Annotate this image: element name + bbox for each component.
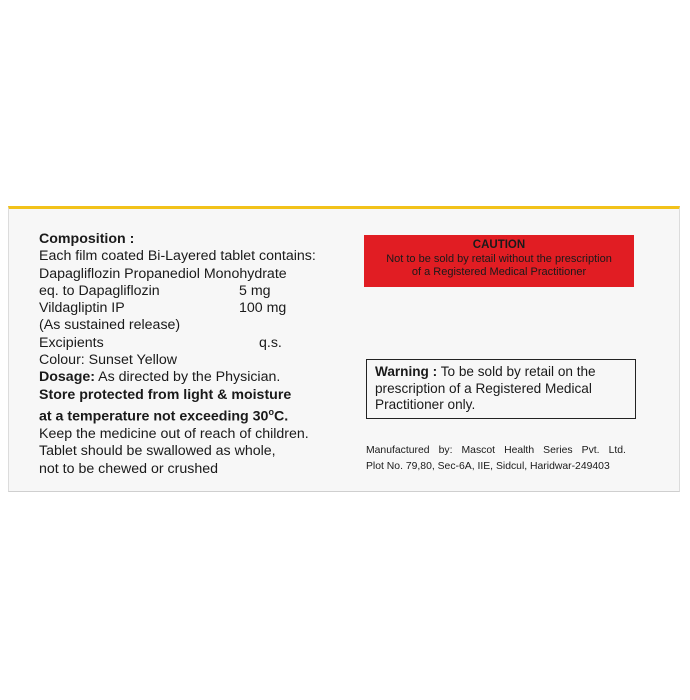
- warning-box: [366, 359, 636, 419]
- excipients-amount: q.s.: [259, 334, 282, 351]
- manufacturer-info: [366, 443, 626, 475]
- caution-line-2: of a Registered Medical Practitioner: [411, 266, 587, 278]
- ingredient-amount: 5 mg: [239, 282, 271, 299]
- degree-mark: o: [268, 406, 274, 417]
- caution-line-1: Not to be sold by retail without the prescription: [386, 252, 612, 265]
- ingredient-row-vildagliptin: [39, 300, 339, 317]
- dosage-text: As directed by the Physician.: [94, 369, 281, 386]
- caution-title: CAUTION: [472, 239, 526, 251]
- swallow-line-1: Tablet should be swallowed as whole,: [39, 443, 276, 460]
- mfg-word: Series: [543, 445, 573, 456]
- mfg-word: by:: [438, 445, 453, 456]
- mfg-word: Health: [504, 445, 535, 456]
- manufacturer-line-1: [366, 443, 626, 459]
- swallow-line-2: not to be chewed or crushed: [39, 460, 219, 477]
- composition-block: [39, 231, 339, 478]
- ingredient-row-dapagliflozin: [39, 283, 339, 300]
- composition-line-1: Each film coated Bi-Layered tablet contains:: [39, 248, 316, 265]
- storage-line-2: [39, 404, 339, 426]
- caution-box: [364, 235, 634, 287]
- excipients-row: [39, 335, 339, 352]
- mfg-word: Pvt.: [581, 445, 600, 456]
- keep-out-of-reach: Keep the medicine out of reach of children.: [39, 426, 309, 442]
- warning-label: Warning :: [375, 364, 438, 379]
- mfg-word: Manufactured: [366, 445, 430, 456]
- sustained-release-note: (As sustained release): [39, 317, 181, 334]
- warning-text: To be sold by retail on the prescription of a Registered Medical Practitioner only.: [375, 364, 596, 412]
- excipients-name: Excipients: [39, 334, 104, 351]
- colour-line: Colour: Sunset Yellow: [39, 352, 178, 369]
- storage-text: at a temperature not exceeding 30: [39, 408, 269, 425]
- mfg-word: Mascot: [461, 445, 496, 456]
- composition-heading: Composition :: [39, 231, 135, 247]
- ingredient-amount: 100 mg: [239, 300, 287, 317]
- manufacturer-address: Plot No. 79,80, Sec-6A, IIE, Sidcul, Haridwar-249403: [366, 461, 610, 472]
- storage-unit: C.: [273, 408, 289, 425]
- ingredient-name: Vildagliptin IP: [39, 300, 125, 317]
- composition-line-2: Dapagliflozin Propanediol Monohydrate: [39, 265, 287, 282]
- carton-label-panel: [8, 206, 680, 492]
- dosage-line: [39, 369, 339, 386]
- storage-line-1: Store protected from light & moisture: [39, 386, 292, 403]
- ingredient-name: eq. to Dapagliflozin: [39, 282, 160, 299]
- dosage-label: Dosage:: [39, 369, 95, 386]
- mfg-word: Ltd.: [608, 445, 626, 456]
